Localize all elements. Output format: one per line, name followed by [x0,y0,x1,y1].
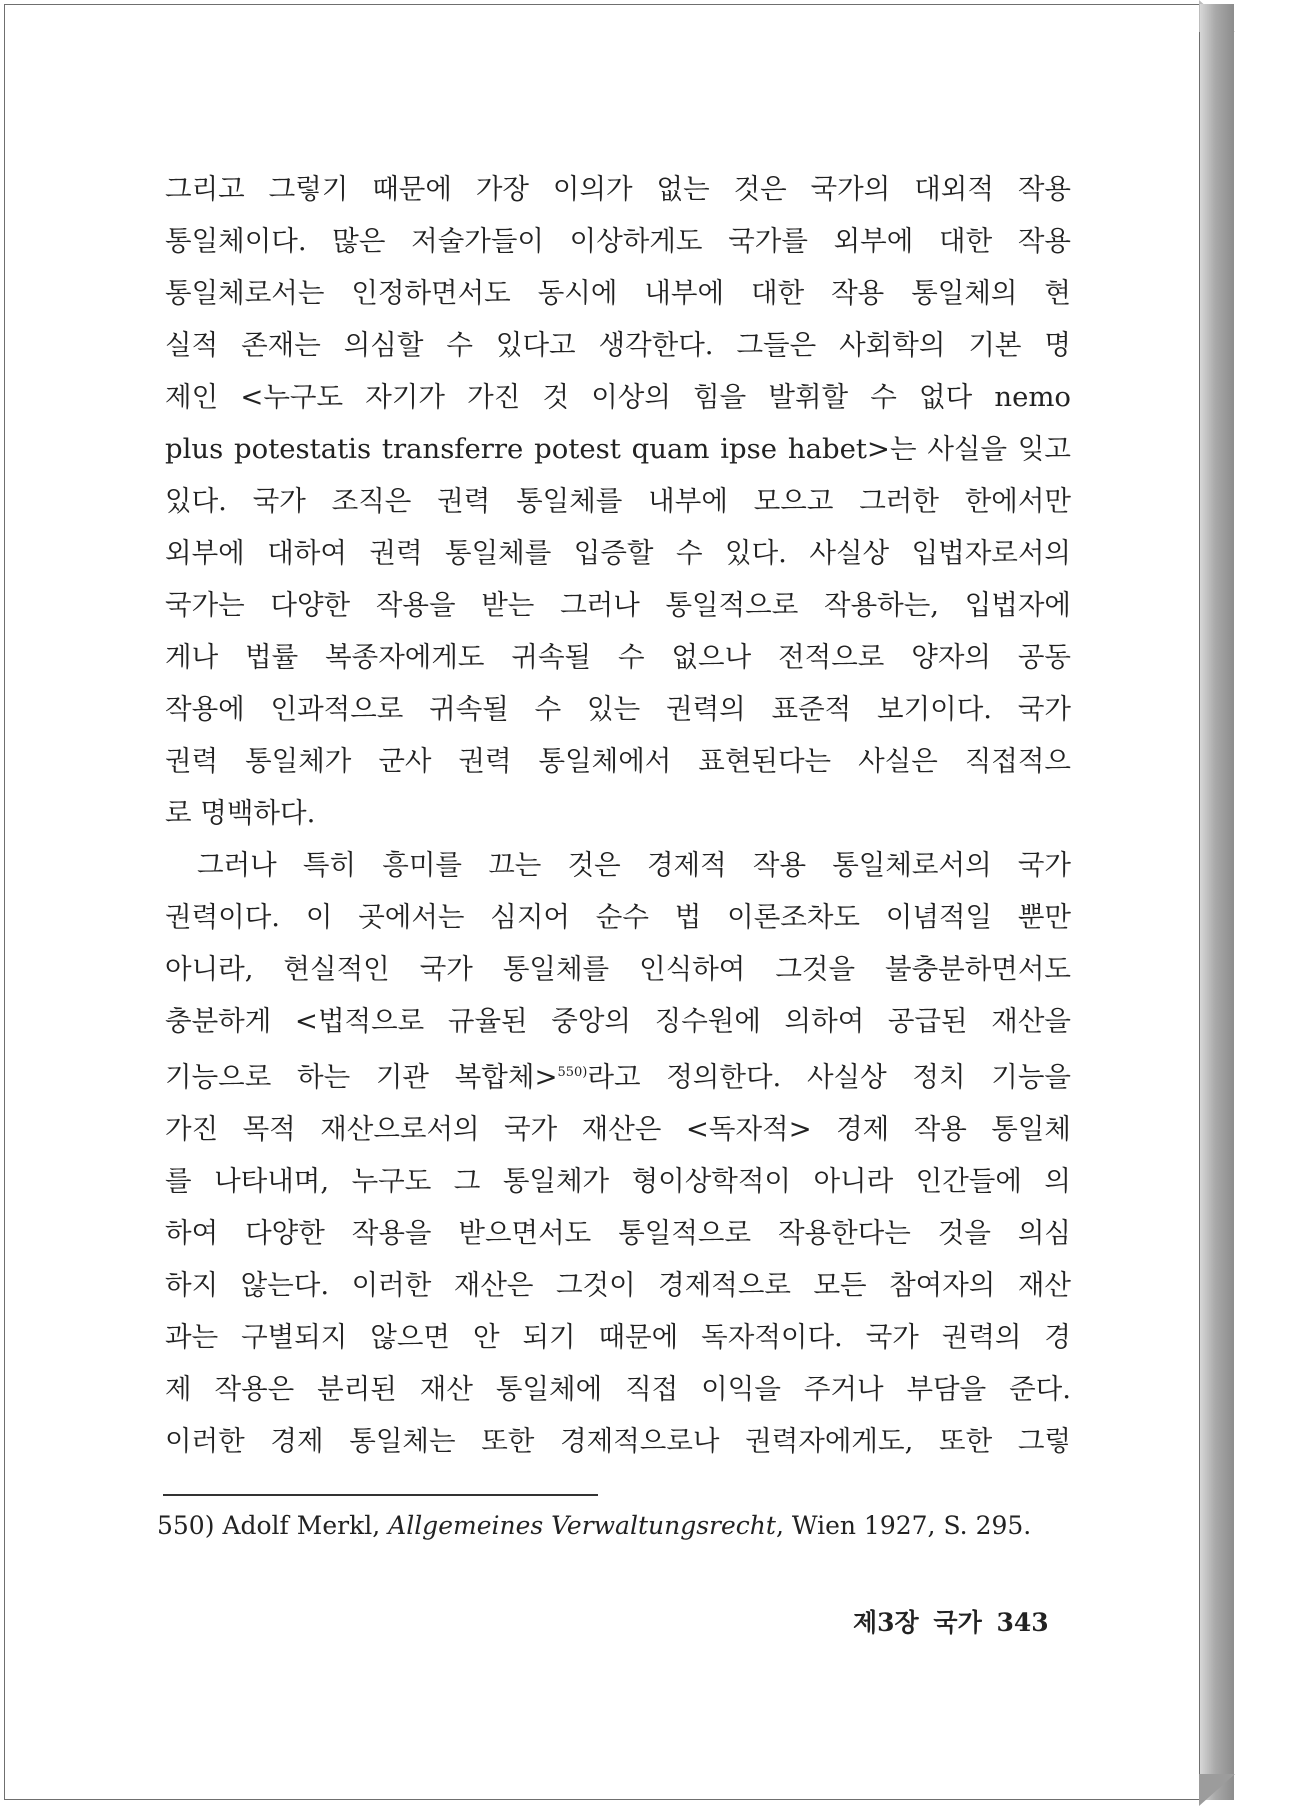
page-number: 343 [996,1608,1049,1637]
text-line: 통일체이다. 많은 저술가들이 이상하게도 국가를 외부에 대한 작용 [165,225,1071,257]
chapter-label: 제3장 [853,1608,919,1637]
footnote-number: 550) [157,1511,215,1540]
page-edge-bottom [1199,1774,1235,1806]
page-edge-shadow [1200,4,1234,1800]
footnote-title: Allgemeines Verwaltungsrecht [388,1511,776,1540]
footnote-details: , Wien 1927, S. 295. [775,1511,1032,1540]
text-line-with-footnote-ref [165,1047,1071,1103]
text-line: plus potestatis transferre potest quam ipse habet>는 사실을 잊고 [165,433,1071,465]
text-segment: 기능으로 하는 기관 복합체> [165,1061,558,1094]
text-line: 통일체로서는 인정하면서도 동시에 내부에 대한 작용 통일체의 현 [165,277,1071,309]
text-line: 아니라, 현실적인 국가 통일체를 인식하여 그것을 불충분하면서도 [165,953,1071,985]
text-line: 를 나타내며, 누구도 그 통일체가 형이상학적이 아니라 인간들에 의 [165,1165,1071,1198]
text-line: 있다. 국가 조직은 권력 통일체를 내부에 모으고 그러한 한에서만 [165,485,1071,517]
footnote-author: Adolf Merkl, [222,1511,381,1540]
text-line: 이러한 경제 통일체는 또한 경제적으로나 권력자에게도, 또한 그렇 [165,1425,1071,1458]
text-line: 실적 존재는 의심할 수 있다고 생각한다. 그들은 사회학의 기본 명 [165,329,1071,361]
footnote [157,1511,1031,1540]
text-line: 하지 않는다. 이러한 재산은 그것이 경제적으로 모든 참여자의 재산 [165,1269,1071,1302]
text-line: 국가는 다양한 작용을 받는 그러나 통일적으로 작용하는, 입법자에 [165,589,1071,621]
text-line: 제인 <누구도 자기가 가진 것 이상의 힘을 발휘할 수 없다 nemo [165,381,1071,413]
text-line: 권력 통일체가 군사 권력 통일체에서 표현된다는 사실은 직접적으 [165,745,1071,777]
text-segment: 라고 정의한다. 사실상 정치 기능을 [587,1061,1071,1094]
text-line: 가진 목적 재산으로서의 국가 재산은 <독자적> 경제 작용 통일체 [165,1113,1071,1146]
book-page [4,4,1200,1800]
body-text [165,163,1071,1467]
text-line: 충분하게 <법적으로 규율된 중앙의 징수원에 의하여 공급된 재산을 [165,1005,1071,1037]
text-line: 외부에 대하여 권력 통일체를 입증할 수 있다. 사실상 입법자로서의 [165,537,1071,569]
text-line: 그러나 특히 흥미를 끄는 것은 경제적 작용 통일체로서의 국가 [197,849,1071,881]
footnote-reference[interactable]: 550) [557,1065,588,1080]
text-line: 그리고 그렇기 때문에 가장 이의가 없는 것은 국가의 대외적 작용 [165,173,1071,205]
text-line: 작용에 인과적으로 귀속될 수 있는 권력의 표준적 보기이다. 국가 [165,693,1071,725]
running-footer [853,1603,1055,1639]
text-line: 로 명백하다. [165,797,316,829]
text-line: 하여 다양한 작용을 받으면서도 통일적으로 작용한다는 것을 의심 [165,1217,1071,1250]
section-label: 국가 [933,1608,982,1637]
text-line: 권력이다. 이 곳에서는 심지어 순수 법 이론조차도 이념적일 뿐만 [165,901,1071,933]
text-line: 제 작용은 분리된 재산 통일체에 직접 이익을 주거나 부담을 준다. [165,1373,1071,1406]
footnote-divider [163,1494,598,1496]
text-line: 게나 법률 복종자에게도 귀속될 수 없으나 전적으로 양자의 공동 [165,641,1071,673]
text-line: 과는 구별되지 않으면 안 되기 때문에 독자적이다. 국가 권력의 경 [165,1321,1071,1354]
